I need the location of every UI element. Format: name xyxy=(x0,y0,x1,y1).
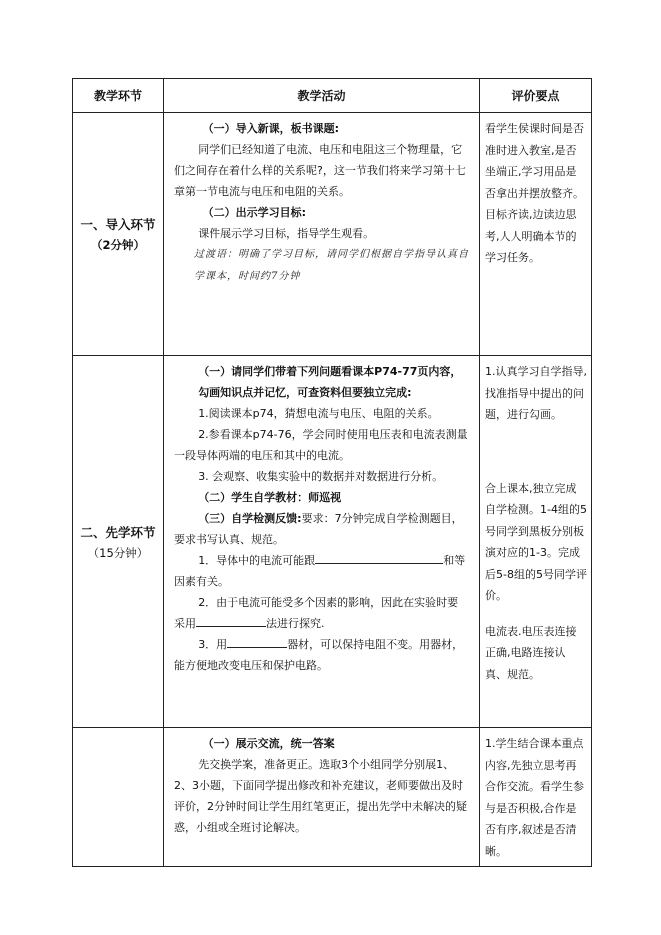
answer-blank[interactable] xyxy=(227,635,287,648)
table-row xyxy=(73,113,592,356)
evaluation-cell xyxy=(480,113,592,356)
question-text: 1．导体中的电流可能跟 xyxy=(198,554,316,567)
question-2 xyxy=(174,592,469,634)
section-title: （二）出示学习目标: xyxy=(202,206,306,219)
activity-cell xyxy=(164,728,480,867)
list-item: 1.阅读课本p74，猜想电流与电压、电阻的关系。 xyxy=(198,407,439,420)
question-text: 法进行探究. xyxy=(266,617,325,630)
question-text: 器材，可以保持电阻不变。用器材，能方便地改变电压和保护电路。 xyxy=(174,638,464,672)
header-stage: 教学环节 xyxy=(73,79,164,113)
answer-blank[interactable] xyxy=(196,614,266,627)
evaluation-text: 目标齐读,边读边思考,人人明确本节的学习任务。 xyxy=(485,208,577,264)
question-text: 和等因素有关。 xyxy=(174,554,466,588)
evaluation-cell xyxy=(480,728,592,867)
list-item: 3. 会观察、收集实验中的数据并对数据进行分析。 xyxy=(198,470,444,483)
evaluation-text: 1.学生结合课本重点内容,先独立思考再合作交流。看学生参与是否积极,合作是否有序,叙述是否清晰。 xyxy=(485,737,584,858)
section-title: （一）展示交流，统一答案 xyxy=(202,737,335,750)
stage-time: （2分钟） xyxy=(90,238,145,252)
question-text: 2．由于电流可能受多个因素的影响，因此在实验时要采用 xyxy=(174,596,459,630)
question-text: 3．用 xyxy=(198,638,228,651)
section-title: （一）导入新课，板书课题: xyxy=(202,122,339,135)
section-title: （二）学生自学教材：师巡视 xyxy=(198,491,342,504)
header-activity: 教学活动 xyxy=(164,79,480,113)
header-evaluation: 评价要点 xyxy=(480,79,592,113)
lesson-plan-table xyxy=(72,78,592,867)
stage-name: 二、先学环节 xyxy=(80,524,156,540)
section-text: 课件展示学习目标，指导学生观看。 xyxy=(198,227,375,240)
section-text xyxy=(174,508,469,550)
evaluation-text: 看学生侯课时间是否准时进入教室,是否坐端正,学习用品是否拿出并摆放整齐。 xyxy=(485,122,584,200)
list-item: 2.参看课本p74-76，学会同时使用电压表和电流表测量一段导体两端的电压和其中的电流。 xyxy=(174,428,468,462)
section-title: （三）自学检测反馈: xyxy=(198,512,302,525)
evaluation-text: 合上课本,独立完成自学检测。1-4组的5号同学到黑板分别板演对应的1-3。完成后5-8组的5号同学评价。 xyxy=(485,481,587,602)
table-header-row xyxy=(73,79,592,113)
activity-cell xyxy=(164,356,480,728)
stage-cell xyxy=(73,728,164,867)
stage-cell xyxy=(73,356,164,728)
section-text: 同学们已经知道了电流、电压和电阻这三个物理量，它们之间存在着什么样的关系呢?，这一节我们将来学习第十七章第一节电流与电压和电阻的关系。 xyxy=(174,143,466,198)
evaluation-text: 1.认真学习自学指导,找准指导中提出的问题，进行勾画。 xyxy=(485,365,587,421)
answer-blank[interactable] xyxy=(315,551,443,564)
question-1 xyxy=(174,550,469,592)
stage-time: （15分钟） xyxy=(87,545,149,560)
section-text: 先交换学案，准备更正。选取3个小组同学分别展1、2、3小题，下面同学提出修改和补充建议，老师要做出及时评价，2分钟时间让学生用红笔更正，提出先学中未解决的疑惑，小组或全班讨论解决。 xyxy=(174,758,467,834)
section-title: （一）请同学们带着下列问题看课本P74-77页内容，勾画知识点并记忆，可查资料但要独立完成: xyxy=(198,365,462,399)
activity-cell xyxy=(164,113,480,356)
table-row xyxy=(73,728,592,867)
evaluation-text: 电流表.电压表连接正确,电路连接认真、规范。 xyxy=(485,624,577,681)
evaluation-cell xyxy=(480,356,592,728)
question-3 xyxy=(174,634,469,676)
table-row xyxy=(73,356,592,728)
transition-text: 过渡语：明确了学习目标，请同学们根据自学指导认真自学课本，时间约7分钟 xyxy=(194,249,469,282)
section-text: 要求：7分钟完成自学检测题目，要求书写认真、规范。 xyxy=(174,512,463,546)
stage-cell xyxy=(73,113,164,356)
stage-name: 一、导入环节 xyxy=(80,217,156,232)
